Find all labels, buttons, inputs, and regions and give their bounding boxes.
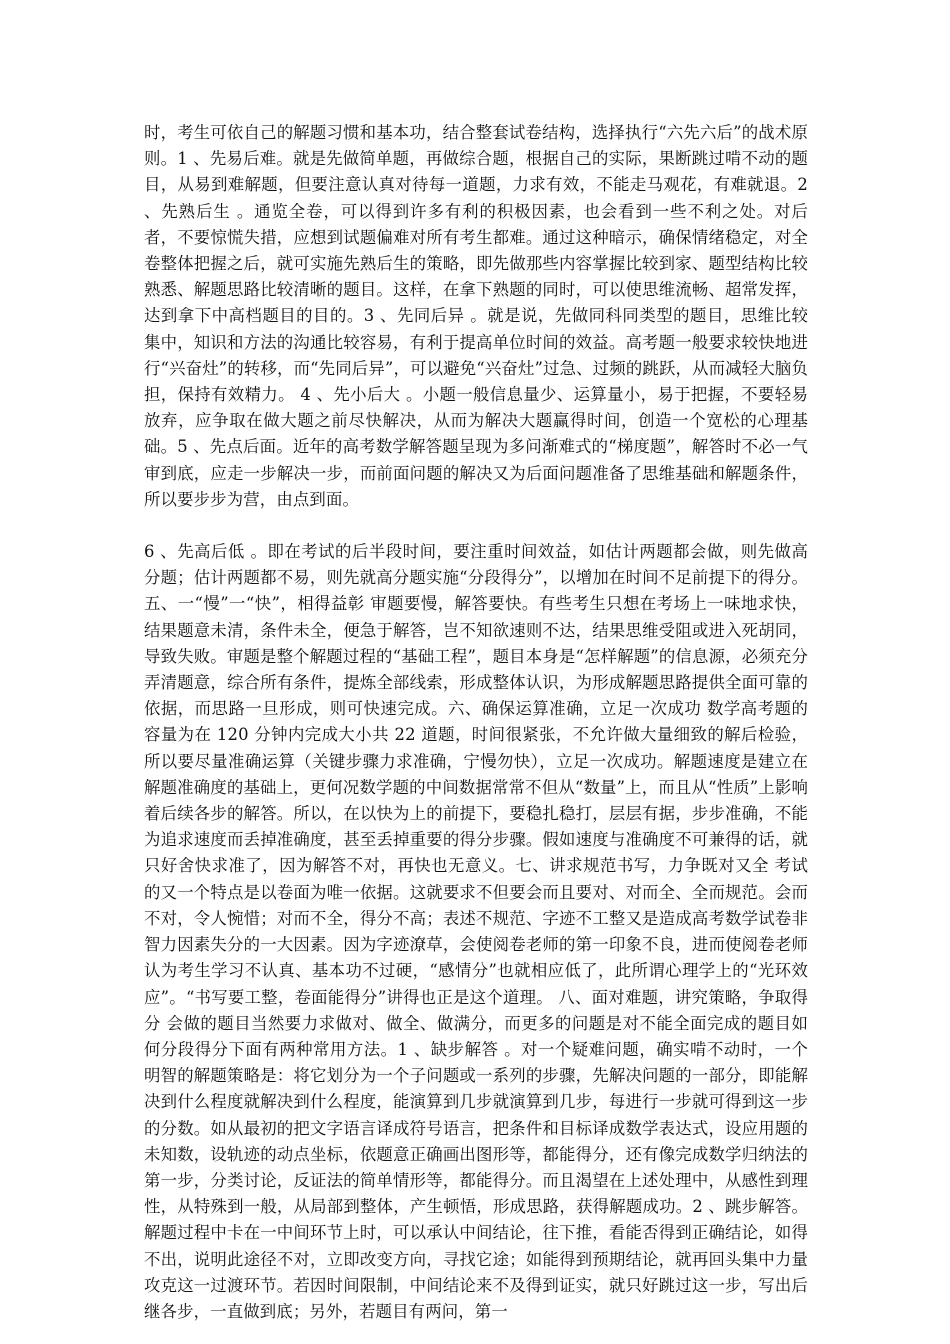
paragraph-exam-strategies: 6 、先高后低 。即在考试的后半段时间，要注重时间效益，如估计两题都会做，则先做高分题；估计两题都不易，则先就高分题实施“分段得分”，以增加在时间不足前提下的得分。 五、一“慢”一“快”，相得益彰 审题要慢，解答要快。有些考生只想在考场上一味地求快，结果题意未清，条件未全，便急于解答，岂不知欲速则不达，结果思维受阻或进入死胡同，导致失败。审题是整个解题过程的“基础工程”，题目本身是“怎样解题”的信息源，必须充分弄清题意，综合所有条件，提炼全部线索，形成整体认识，为形成解题思路提供全面可靠的依据，而思路一旦形成，则可快速完成。六、确保运算准确，立足一次成功 数学高考题的容量为在 120 分钟内完成大小共 22 道题，时间很紧张，不允许做大量细致的解后检验，所以要尽量准确运算（关键步骤力求准确，宁慢勿快），立足一次成功。解题速度是建立在解题准确度的基础上，更何况数学题的中间数据常常不但从“数量”上，而且从“性质”上影响着后续各步的解答。所以，在以快为上的前提下，要稳扎稳打，层层有据，步步准确，不能为追求速度而丢掉准确度，甚至丢掉重要的得分步骤。假如速度与准确度不可兼得的话，就只好舍快求准了，因为解答不对，再快也无意义。七、讲求规范书写，力争既对又全 考试的又一个特点是以卷面为唯一依据。这就要求不但要会而且要对、对而全、全而规范。会而不对，令人惋惜；对而不全，得分不高；表述不规范、字迹不工整又是造成高考数学试卷非智力因素失分的一大因素。因为字迹潦草，会使阅卷老师的第一印象不良，进而使阅卷老师认为考生学习不认真、基本功不过硬，“感情分”也就相应低了，此所谓心理学上的“光环效应”。“书写要工整，卷面能得分”讲得也正是这个道理。 八、面对难题，讲究策略，争取得分 会做的题目当然要力求做对、做全、做满分，而更多的问题是对不能全面完成的题目如何分段得分下面有两种常用方法。1 、缺步解答 。对一个疑难问题，确实啃不动时，一个明智的解题策略是：将它划分为一个子问题或一系列的步骤，先解决问题的一部分，即能解决到什么程度就解决到什么程度，能演算到几步就演算到几步，每进行一步就可得到这一步的分数。如从最初的把文字语言译成符号语言，把条件和目标译成数学表达式，设应用题的未知数，设轨迹的动点坐标，依题意正确画出图形等，都能得分，还有像完成数学归纳法的第一步，分类讨论，反证法的简单情形等，都能得分。而且渴望在上述处理中，从感性到理性，从特殊到一般，从局部到整体，产生顿悟，形成思路，获得解题成功。2 、跳步解答。解题过程中卡在一中间环节上时，可以承认中间结论，往下推，看能否得到正确结论，如得不出，说明此途径不对，立即改变方向，寻找它途；如能得到预期结论，就再回头集中力量攻克这一过渡环节。若因时间限制，中间结论来不及得到证实，就只好跳过这一步，写出后继各步，一直做到底；另外，若题目有两问，第一 [144,542,808,1321]
document-body [144,120,808,1325]
paragraph-six-first-six-later: 时，考生可依自己的解题习惯和基本功，结合整套试卷结构，选择执行“六先六后”的战术原则。1 、先易后难。就是先做简单题，再做综合题，根据自己的实际，果断跳过啃不动的题目，从易到难解题，但要注意认真对待每一道题，力求有效，不能走马观花，有难就退。2 、先熟后生 。通览全卷，可以得到许多有利的积极因素，也会看到一些不利之处。对后者，不要惊慌失措，应想到试题偏难对所有考生都难。通过这种暗示，确保情绪稳定，对全卷整体把握之后，就可实施先熟后生的策略，即先做那些内容掌握比较到家、题型结构比较熟悉、解题思路比较清晰的题目。这样，在拿下熟题的同时，可以使思维流畅、超常发挥，达到拿下中高档题目的目的。3 、先同后异 。就是说，先做同科同类型的题目，思维比较集中，知识和方法的沟通比较容易，有利于提高单位时间的效益。高考题一般要求较快地进行“兴奋灶”的转移，而“先同后异”，可以避免“兴奋灶”过急、过频的跳跃，从而减轻大脑负担，保持有效精力。 4 、先小后大 。小题一般信息量少、运算量小，易于把握，不要轻易放弃，应争取在做大题之前尽快解决，从而为解决大题赢得时间，创造一个宽松的心理基础。5 、先点后面。近年的高考数学解答题呈现为多问渐难式的“梯度题”，解答时不必一气审到底，应走一步解决一步，而前面问题的解决又为后面问题准备了思维基础和解题条件，所以要步步为营，由点到面。 [144,123,808,509]
